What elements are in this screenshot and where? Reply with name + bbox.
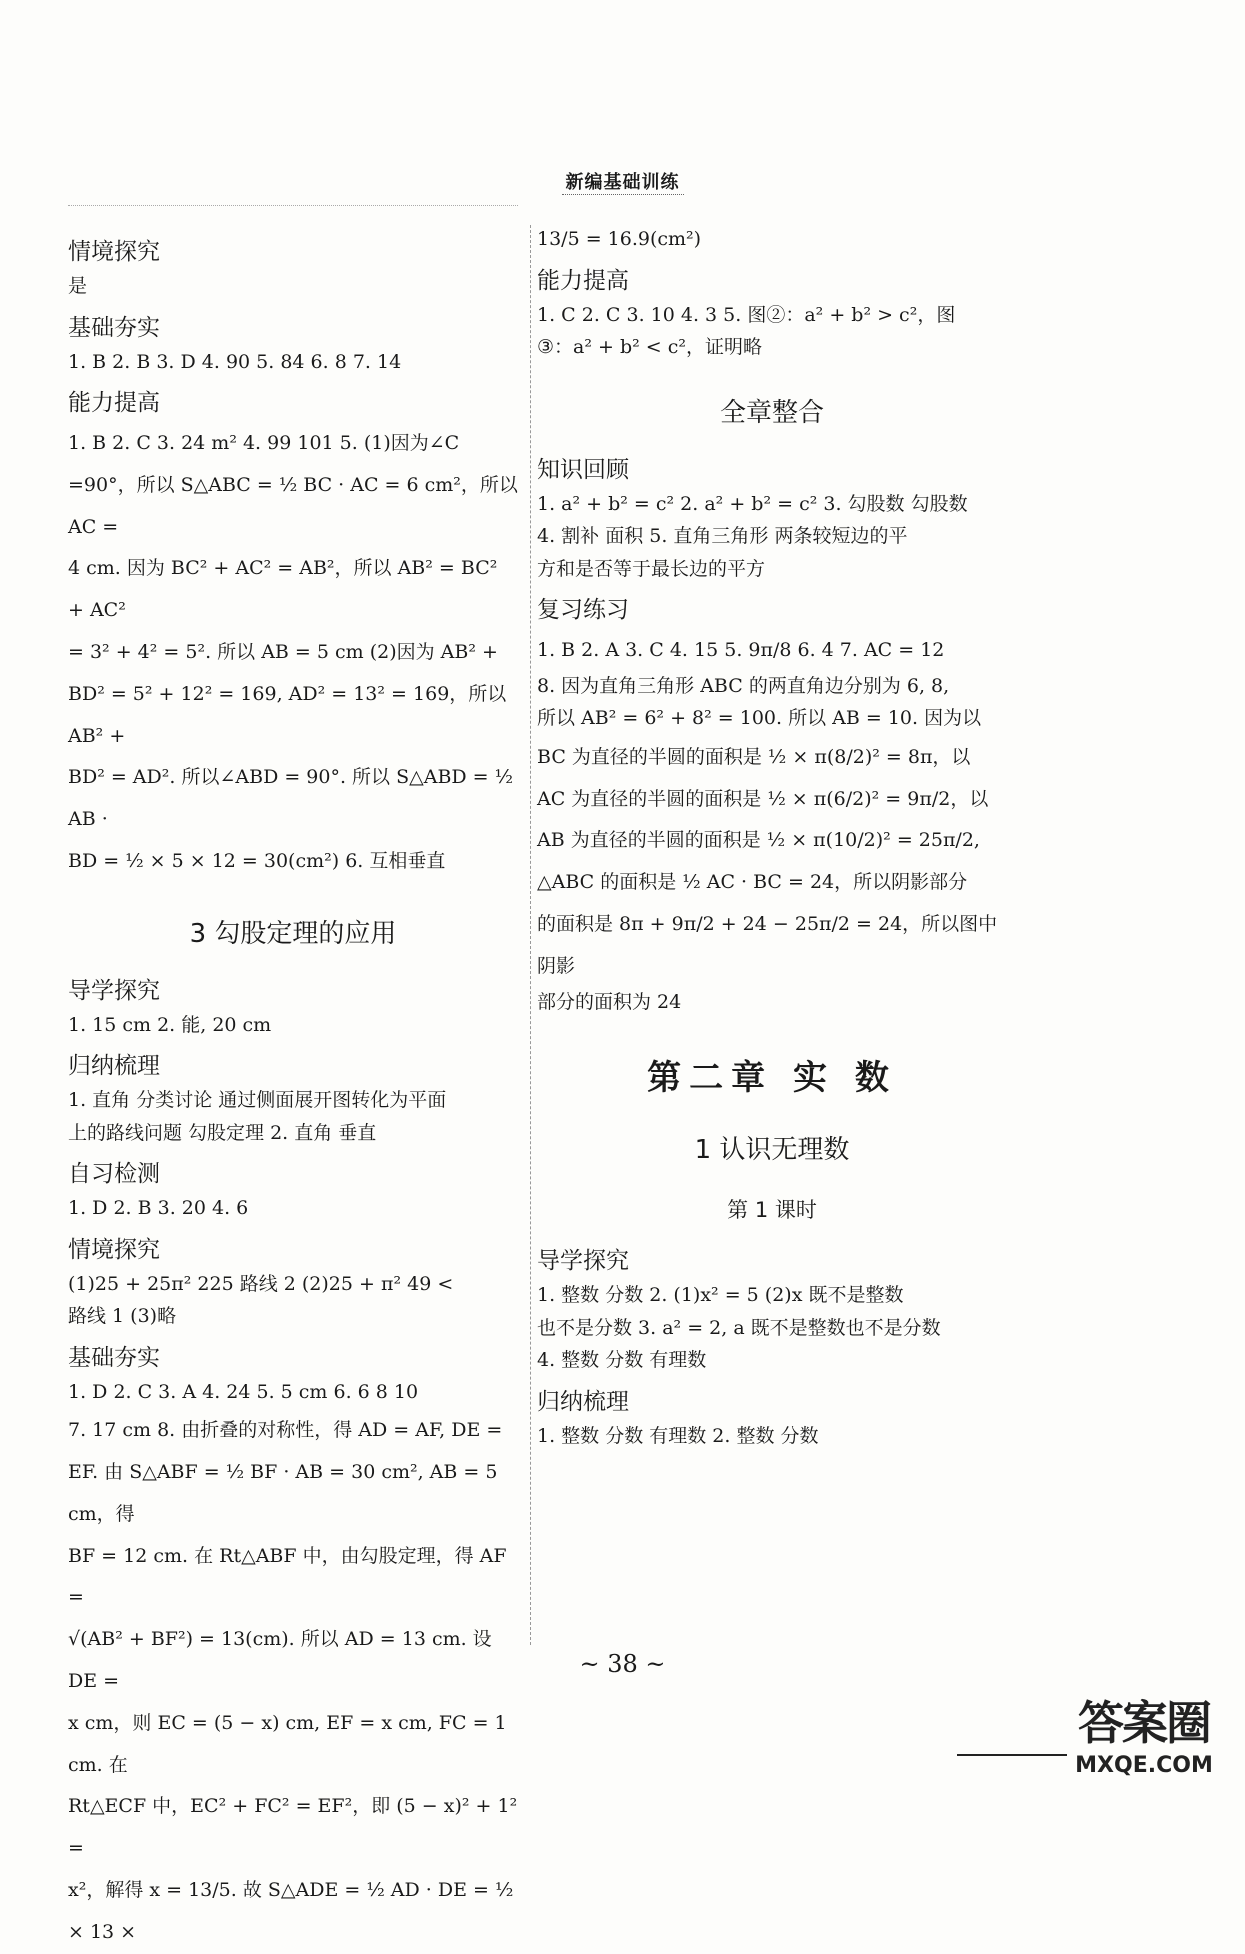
header-rule bbox=[68, 205, 518, 206]
answer-line: 1. C 2. C 3. 10 4. 3 5. 图②：a² + b² > c²，图 bbox=[537, 303, 956, 326]
watermark-logo-text: 答案圈 bbox=[1078, 1696, 1210, 1750]
answer-line: 7. 17 cm 8. 由折叠的对称性，得 AD = AF, DE = bbox=[68, 1419, 503, 1442]
section-heading: 自习检测 bbox=[68, 1161, 160, 1188]
watermark-rule bbox=[957, 1754, 1067, 1756]
section-heading: 知识回顾 bbox=[537, 456, 629, 483]
watermark-site: MXQE.COM bbox=[1075, 1753, 1213, 1778]
answer-line: = 3² + 4² = 5². 所以 AB = 5 cm (2)因为 AB² + bbox=[68, 640, 498, 663]
section-heading: 基础夯实 bbox=[68, 314, 160, 341]
section-heading: 导学探究 bbox=[68, 977, 160, 1004]
answer-line: 1. B 2. C 3. 24 m² 4. 99 101 5. (1)因为∠C bbox=[68, 432, 460, 454]
answer-line: AC 为直径的半圆的面积是 ½ × π(6/2)² = 9π/2，以 bbox=[537, 787, 989, 810]
section-heading: 导学探究 bbox=[537, 1248, 629, 1275]
answer-line: AB 为直径的半圆的面积是 ½ × π(10/2)² = 25π/2, bbox=[537, 829, 980, 852]
answer-line: 部分的面积为 24 bbox=[537, 990, 682, 1013]
answer-line: 4. 割补 面积 5. 直角三角形 两条较短边的平 bbox=[537, 525, 908, 547]
answer-line: 4 cm. 因为 BC² + AC² = AB²，所以 AB² = BC² + AC² bbox=[68, 557, 498, 622]
answer-line: 所以 AB² = 6² + 8² = 100. 所以 AB = 10. 因为以 bbox=[537, 707, 982, 730]
chapter-title: 第二章 实 数 bbox=[647, 1058, 897, 1099]
answer-line: 1. 整数 分数 有理数 2. 整数 分数 bbox=[537, 1424, 819, 1447]
running-header: 新编基础训练 bbox=[0, 168, 1245, 195]
section-heading: 归纳梳理 bbox=[68, 1053, 160, 1080]
answer-line: ③：a² + b² < c²，证明略 bbox=[537, 336, 763, 358]
answer-line: 1. 15 cm 2. 能, 20 cm bbox=[68, 1013, 272, 1036]
left-column bbox=[68, 225, 518, 1954]
section-heading: 能力提高 bbox=[537, 267, 629, 294]
watermark-logo bbox=[1069, 1687, 1219, 1782]
section-heading: 基础夯实 bbox=[68, 1344, 160, 1371]
answer-line: 1. B 2. B 3. D 4. 90 5. 84 6. 8 7. 14 bbox=[68, 350, 402, 373]
section-heading: 复习练习 bbox=[537, 597, 629, 623]
answer-line: x²，解得 x = 13/5. 故 S△ADE = ½ AD · DE = ½ × 13 × bbox=[68, 1879, 514, 1943]
answer-line: 1. 直角 分类讨论 通过侧面展开图转化为平面 bbox=[68, 1089, 447, 1112]
lesson-title: 3 勾股定理的应用 bbox=[189, 918, 397, 949]
answer-line: 1. B 2. A 3. C 4. 15 5. 9π/8 6. 4 7. AC = 12 bbox=[537, 639, 945, 661]
answer-line: =90°，所以 S△ABC = ½ BC · AC = 6 cm²，所以 AC = bbox=[68, 473, 518, 538]
answer-line: BD² = 5² + 12² = 169, AD² = 13² = 169，所以 AB² + bbox=[68, 682, 507, 747]
answer-line: (1)25 + 25π² 225 路线 2 (2)25 + π² 49 < bbox=[68, 1272, 454, 1295]
class-period-title: 第 1 课时 bbox=[727, 1198, 817, 1223]
answer-line: BF = 12 cm. 在 Rt△ABF 中，由勾股定理，得 AF = bbox=[68, 1544, 507, 1609]
answer-line: 上的路线问题 勾股定理 2. 直角 垂直 bbox=[68, 1121, 377, 1144]
answer-line: 路线 1 (3)略 bbox=[68, 1305, 177, 1328]
answer-line: x cm，则 EC = (5 − x) cm, EF = x cm, FC = 1 cm. 在 bbox=[68, 1711, 507, 1776]
answer-line: 的面积是 8π + 9π/2 + 24 − 25π/2 = 24，所以图中阴影 bbox=[537, 912, 998, 977]
page-number: ~ 38 ~ bbox=[579, 1650, 666, 1678]
answer-line: √(AB² + BF²) = 13(cm). 所以 AD = 13 cm. 设 DE = bbox=[68, 1628, 492, 1693]
section-heading: 情境探究 bbox=[68, 1236, 160, 1263]
answer-line: BD = ½ × 5 × 12 = 30(cm²) 6. 互相垂直 bbox=[68, 849, 446, 872]
answer-line: 1. D 2. B 3. 20 4. 6 bbox=[68, 1197, 249, 1220]
answer-line: 13/5 = 16.9(cm²) bbox=[537, 228, 702, 250]
section-heading: 归纳梳理 bbox=[537, 1388, 629, 1415]
answer-line: 是 bbox=[68, 275, 88, 297]
answer-line: 方和是否等于最长边的平方 bbox=[537, 557, 766, 580]
section-heading: 能力提高 bbox=[68, 390, 160, 416]
lesson-title: 全章整合 bbox=[719, 397, 824, 428]
answer-line: 1. 整数 分数 2. (1)x² = 5 (2)x 既不是整数 bbox=[537, 1284, 904, 1307]
section-heading: 情境探究 bbox=[68, 239, 160, 265]
lesson-title: 1 认识无理数 bbox=[694, 1135, 850, 1166]
answer-line: 1. a² + b² = c² 2. a² + b² = c² 3. 勾股数 勾股数 bbox=[537, 492, 968, 515]
answer-line: 1. D 2. C 3. A 4. 24 5. 5 cm 6. 6 8 10 bbox=[68, 1380, 419, 1403]
answer-line: EF. 由 S△ABF = ½ BF · AB = 30 cm², AB = 5 cm，得 bbox=[68, 1461, 498, 1525]
answer-line: 4. 整数 分数 有理数 bbox=[537, 1349, 707, 1372]
answer-line: BD² = AD². 所以∠ABD = 90°. 所以 S△ABD = ½ AB · bbox=[68, 766, 514, 831]
right-column bbox=[530, 225, 1007, 1645]
answer-line: 8. 因为直角三角形 ABC 的两直角边分别为 6, 8, bbox=[537, 674, 950, 697]
answer-line: △ABC 的面积是 ½ AC · BC = 24，所以阴影部分 bbox=[537, 871, 968, 894]
answer-line: Rt△ECF 中，EC² + FC² = EF²，即 (5 − x)² + 1² = bbox=[68, 1795, 518, 1860]
answer-line: 也不是分数 3. a² = 2, a 既不是整数也不是分数 bbox=[537, 1316, 941, 1339]
answer-line: BC 为直径的半圆的面积是 ½ × π(8/2)² = 8π，以 bbox=[537, 745, 971, 768]
